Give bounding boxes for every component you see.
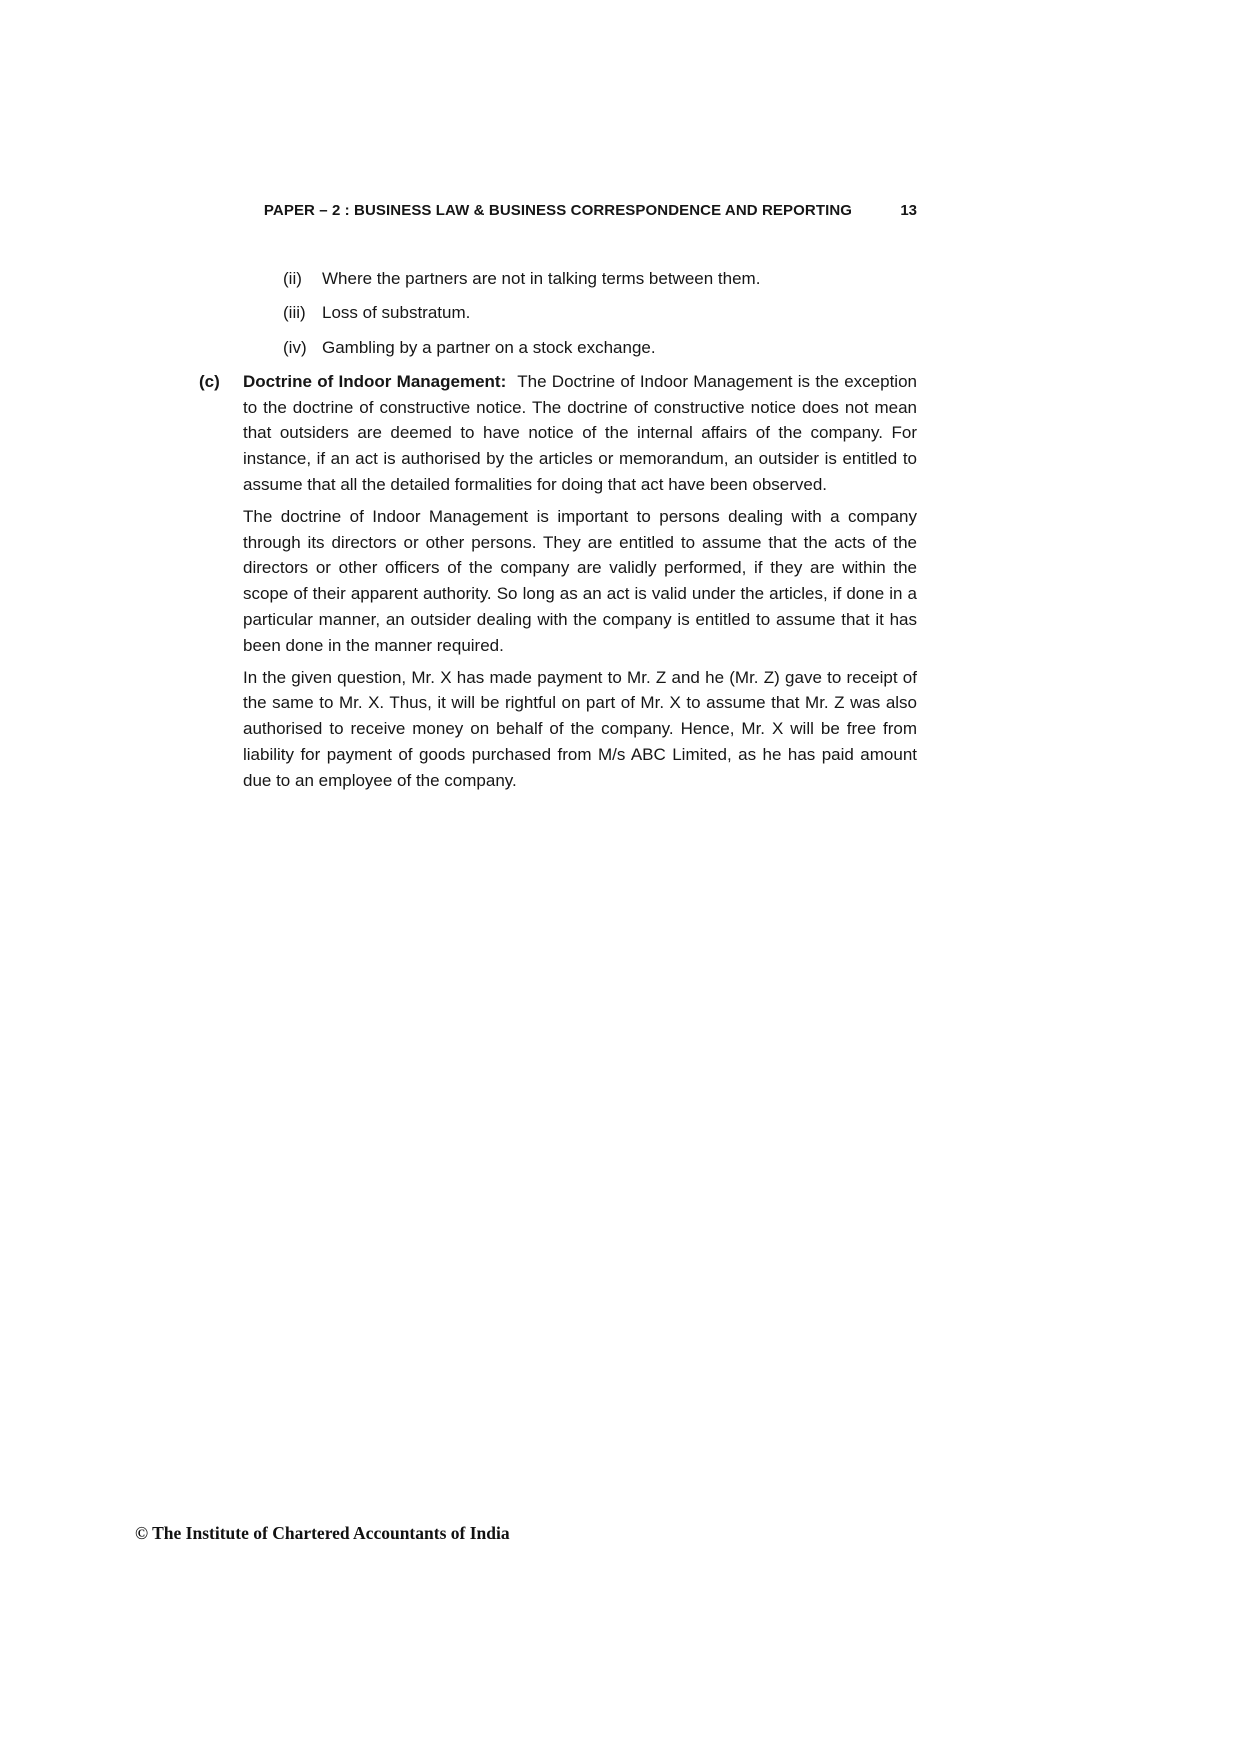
page-content: [199, 266, 917, 794]
roman-list: [199, 266, 917, 360]
list-marker: (iv): [283, 337, 307, 357]
section-c-paragraph-1-text: The Doctrine of Indoor Management is the exception to the doctrine of constructive notice. The doctrine of constructive notice does not mean that outsiders are deemed to have notice of the internal affairs of the company. For instance, if an act is authorised by the articles or memorandum, an outsider is entitled to assume that all the detailed formalities for doing that act have been observed.: [243, 371, 917, 495]
list-text: Loss of substratum.: [322, 303, 471, 323]
footer-copyright: © The Institute of Chartered Accountants of India: [135, 1523, 510, 1543]
section-c-body: [243, 369, 917, 794]
list-item: [283, 335, 917, 361]
header-page-number: 13: [900, 202, 917, 219]
section-c: [199, 369, 917, 794]
page-header: [199, 202, 917, 224]
list-text: Where the partners are not in talking terms between them.: [322, 269, 761, 288]
list-item: [283, 300, 917, 326]
section-c-heading: Doctrine of Indoor Management: [243, 371, 501, 391]
header-title: PAPER – 2 : BUSINESS LAW & BUSINESS CORRESPONDENCE AND REPORTING: [263, 202, 853, 219]
section-c-marker: (c): [199, 371, 220, 391]
section-c-heading-colon: :: [500, 371, 507, 391]
section-c-paragraph-1: [243, 369, 917, 498]
list-item: [283, 266, 917, 292]
list-text: Gambling by a partner on a stock exchange.: [322, 337, 656, 357]
section-c-paragraph-3: In the given question, Mr. X has made payment to Mr. Z and he (Mr. Z) gave to receipt of the same to Mr. X. Thus, it will be rightful on part of Mr. X to assume that Mr. Z was also authorised to receive money on behalf of the company. Hence, Mr. X will be free from liability for payment of goods purchased from M/s ABC Limited, as he has paid amount due to an employee of the company.: [243, 667, 917, 790]
list-marker: (iii): [283, 303, 306, 323]
section-c-paragraph-2: The doctrine of Indoor Management is important to persons dealing with a company through its directors or other persons. They are entitled to assume that the acts of the directors or other officers of the company are validly performed, if they are within the scope of their apparent authority. So long as an act is valid under the articles, if done in a particular manner, an outsider dealing with the company is entitled to assume that it has been done in the manner required.: [243, 506, 917, 655]
list-marker: (ii): [283, 269, 302, 288]
